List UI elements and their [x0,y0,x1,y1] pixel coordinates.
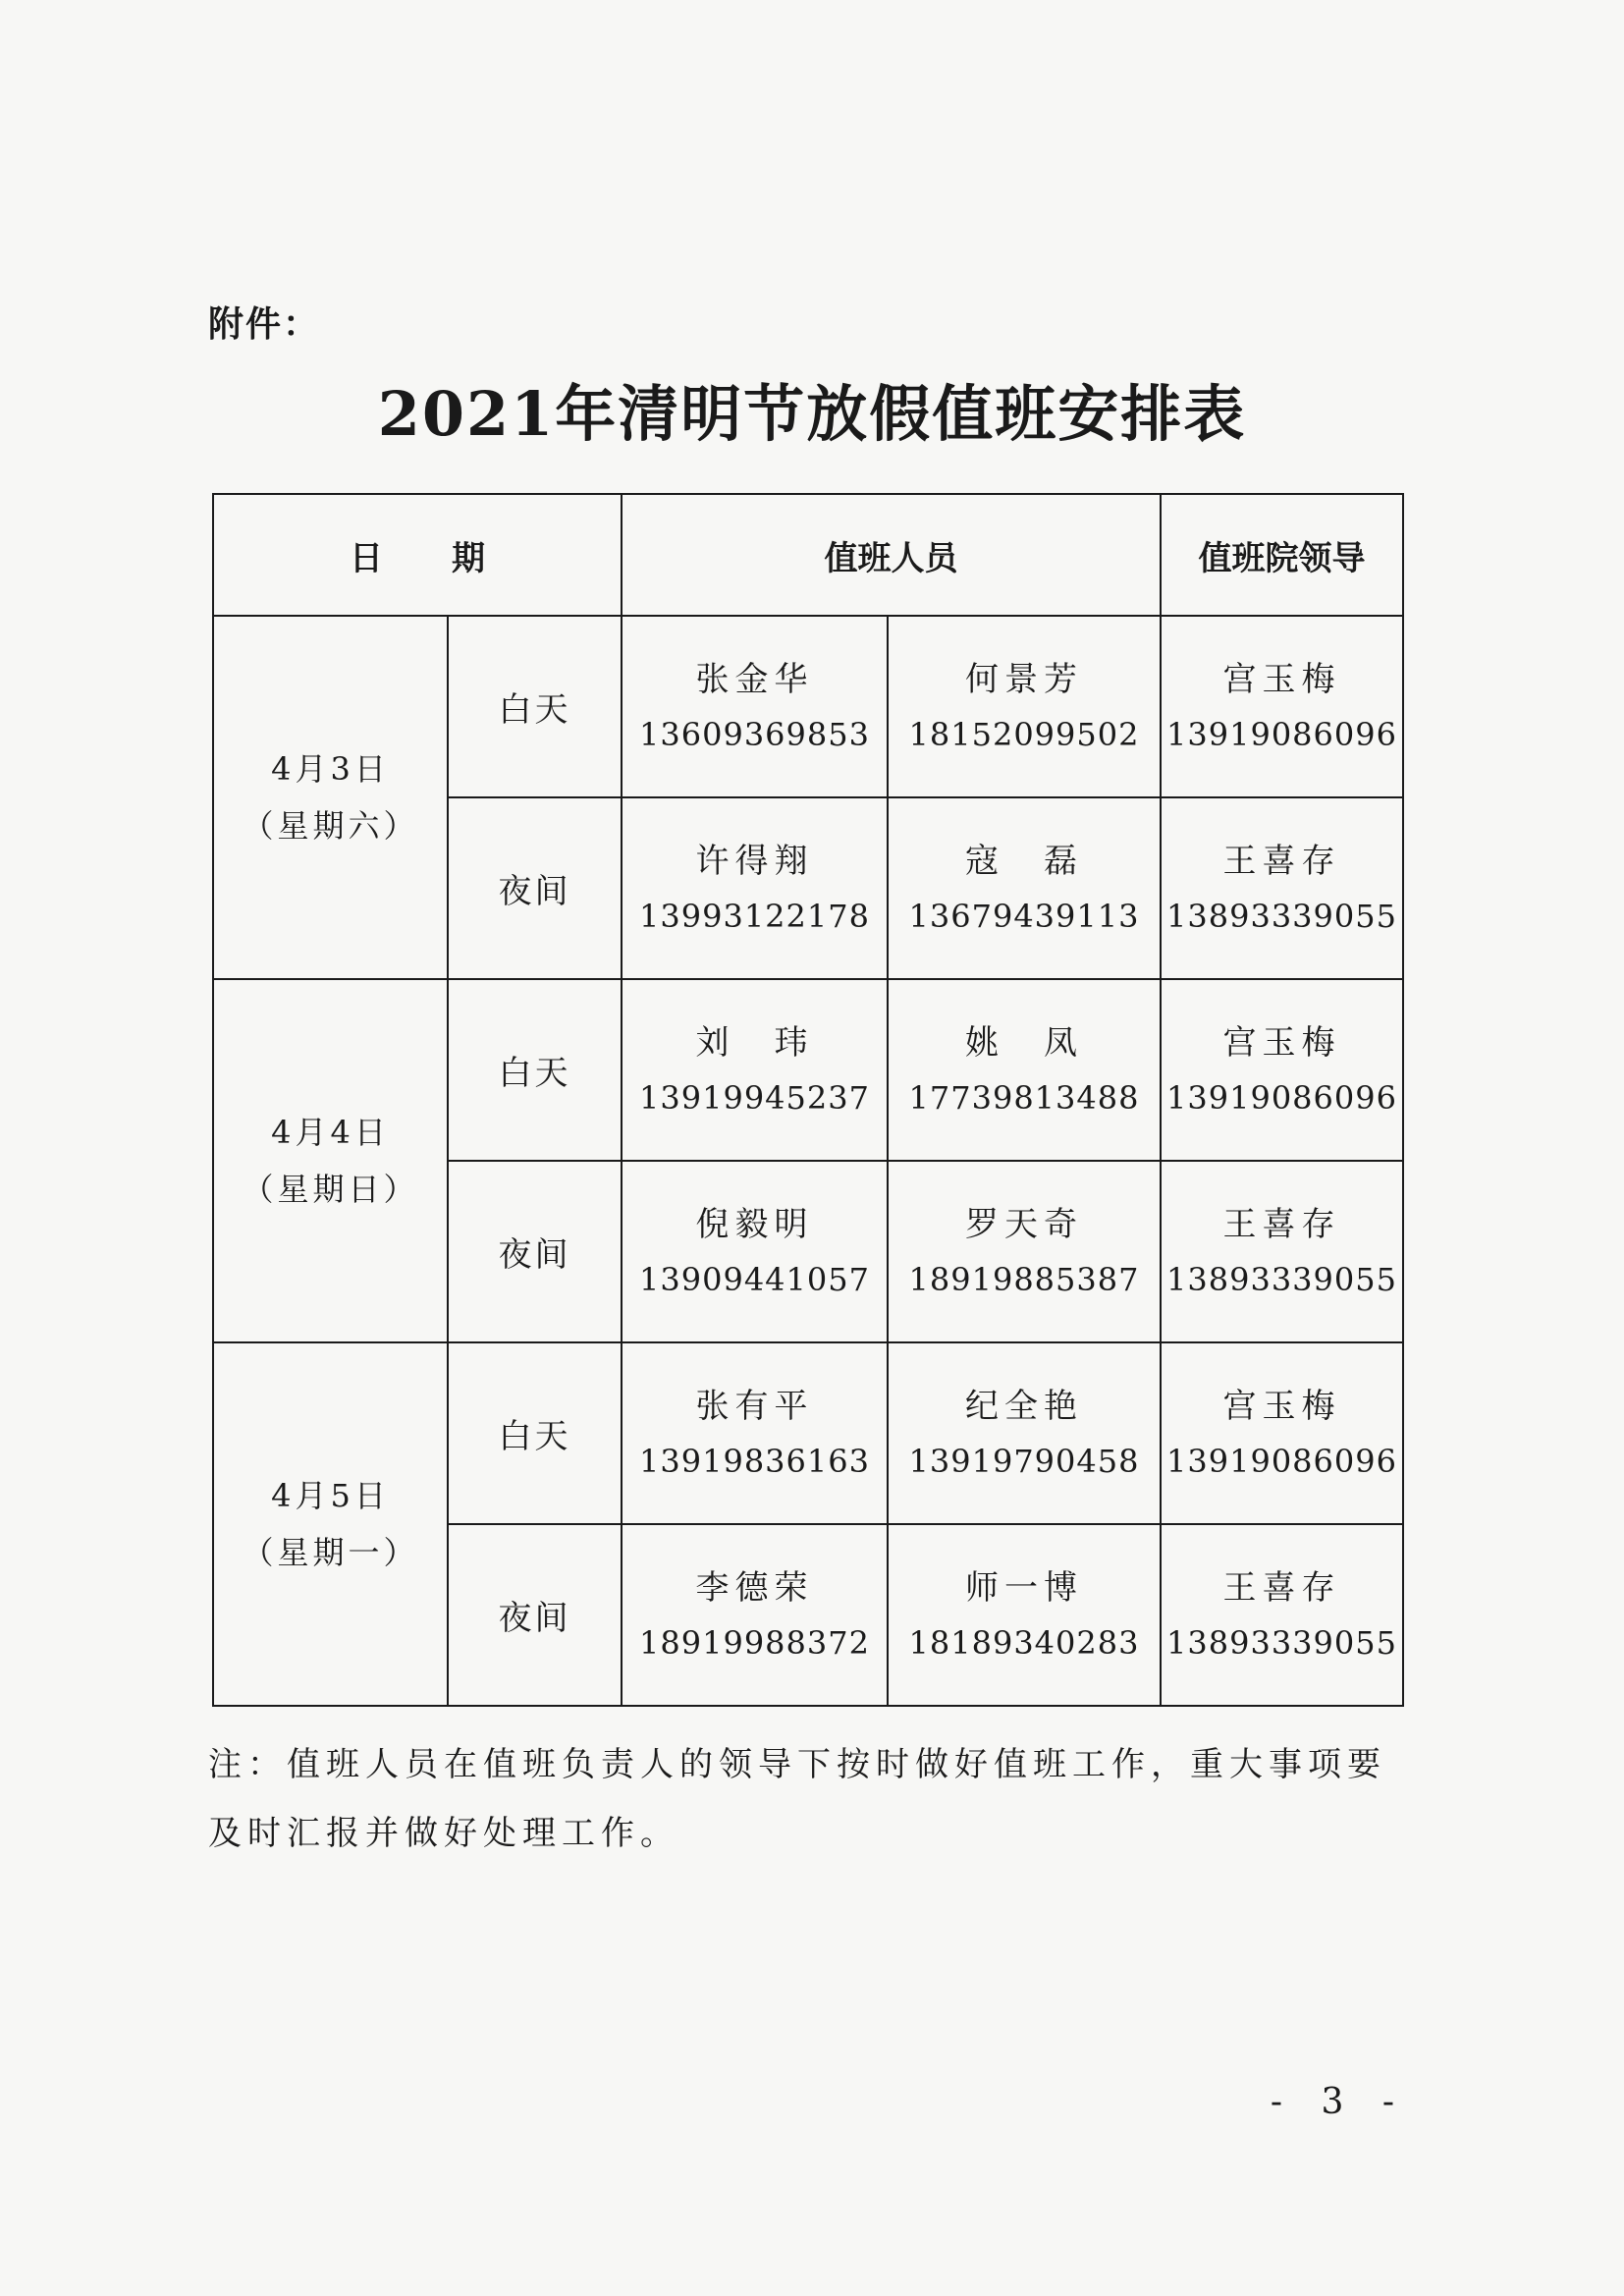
staff-name: 寇 磊 [965,841,1083,881]
staff-phone: 18919885387 [908,1260,1140,1298]
staff-phone: 18919988372 [639,1623,870,1662]
staff-phone: 13609369853 [639,715,870,753]
date-cell [213,1342,448,1706]
leader-phone: 13919086096 [1166,1442,1397,1480]
period-cell: 夜间 [448,797,622,979]
staff-cell [622,797,888,979]
header-leader: 值班院领导 [1161,494,1403,616]
staff-cell [888,616,1161,797]
leader-cell [1161,1161,1403,1342]
staff-name: 许得翔 [695,841,814,881]
leader-phone: 13919086096 [1166,715,1397,753]
staff-phone: 13919790458 [908,1442,1140,1480]
weekday-text: （星期一） [242,1534,419,1571]
weekday-text: （星期日） [242,1171,419,1208]
leader-cell [1161,1342,1403,1524]
page-number: - 3 - [1270,2082,1408,2122]
leader-cell [1161,979,1403,1161]
staff-name: 纪全艳 [965,1386,1083,1426]
staff-cell [622,1342,888,1524]
staff-name: 刘 玮 [695,1022,814,1063]
period-cell: 白天 [448,1342,622,1524]
date-cell [213,979,448,1342]
staff-phone: 17739813488 [908,1078,1140,1117]
staff-cell [622,979,888,1161]
period-cell: 白天 [448,616,622,797]
staff-cell [888,1524,1161,1706]
staff-name: 姚 凤 [965,1022,1083,1063]
staff-phone: 18152099502 [908,715,1140,753]
leader-phone: 13919086096 [1166,1078,1397,1117]
staff-phone: 13993122178 [639,897,870,935]
period-cell: 白天 [448,979,622,1161]
duty-schedule-table [212,493,1404,1707]
date-text: 4月5日 [271,1477,390,1514]
table-row [213,1342,1403,1524]
leader-name: 王喜存 [1222,1567,1341,1608]
period-cell: 夜间 [448,1524,622,1706]
staff-cell [622,1524,888,1706]
leader-name: 宫玉梅 [1222,1022,1341,1063]
period-cell: 夜间 [448,1161,622,1342]
header-date-char2: 期 [452,538,485,578]
header-staff: 值班人员 [622,494,1161,616]
staff-name: 师一博 [965,1567,1083,1608]
staff-phone: 18189340283 [908,1623,1140,1662]
staff-name: 何景芳 [965,659,1083,699]
staff-phone: 13919945237 [639,1078,870,1117]
leader-cell [1161,797,1403,979]
date-text: 4月3日 [271,750,390,788]
weekday-text: （星期六） [242,807,419,845]
leader-phone: 13893339055 [1166,1623,1397,1662]
table-row [213,616,1403,797]
staff-cell [888,1161,1161,1342]
leader-name: 宫玉梅 [1222,1386,1341,1426]
leader-cell [1161,616,1403,797]
staff-phone: 13679439113 [908,897,1140,935]
staff-cell [888,1342,1161,1524]
table-header-row [213,494,1403,616]
leader-phone: 13893339055 [1166,1260,1397,1298]
staff-name: 张金华 [695,659,814,699]
header-date [213,494,622,616]
leader-name: 王喜存 [1222,1204,1341,1244]
leader-cell [1161,1524,1403,1706]
staff-name: 罗天奇 [965,1204,1083,1244]
date-cell [213,616,448,979]
staff-name: 倪毅明 [695,1204,814,1244]
staff-phone: 13919836163 [639,1442,870,1480]
header-date-char1: 日 [350,538,383,578]
staff-name: 张有平 [695,1386,814,1426]
staff-cell [622,1161,888,1342]
leader-name: 宫玉梅 [1222,659,1341,699]
leader-phone: 13893339055 [1166,897,1397,935]
staff-name: 李德荣 [695,1567,814,1608]
document-title: 2021年清明节放假值班安排表 [377,378,1247,450]
footnote: 注：值班人员在值班负责人的领导下按时做好值班工作，重大事项要及时汇报并做好处理工作。 [208,1745,1386,1853]
date-text: 4月4日 [271,1114,390,1151]
staff-cell [622,616,888,797]
attachment-label: 附件： [208,304,321,345]
leader-name: 王喜存 [1222,841,1341,881]
staff-phone: 13909441057 [639,1260,870,1298]
staff-cell [888,797,1161,979]
table-row [213,979,1403,1161]
staff-cell [888,979,1161,1161]
